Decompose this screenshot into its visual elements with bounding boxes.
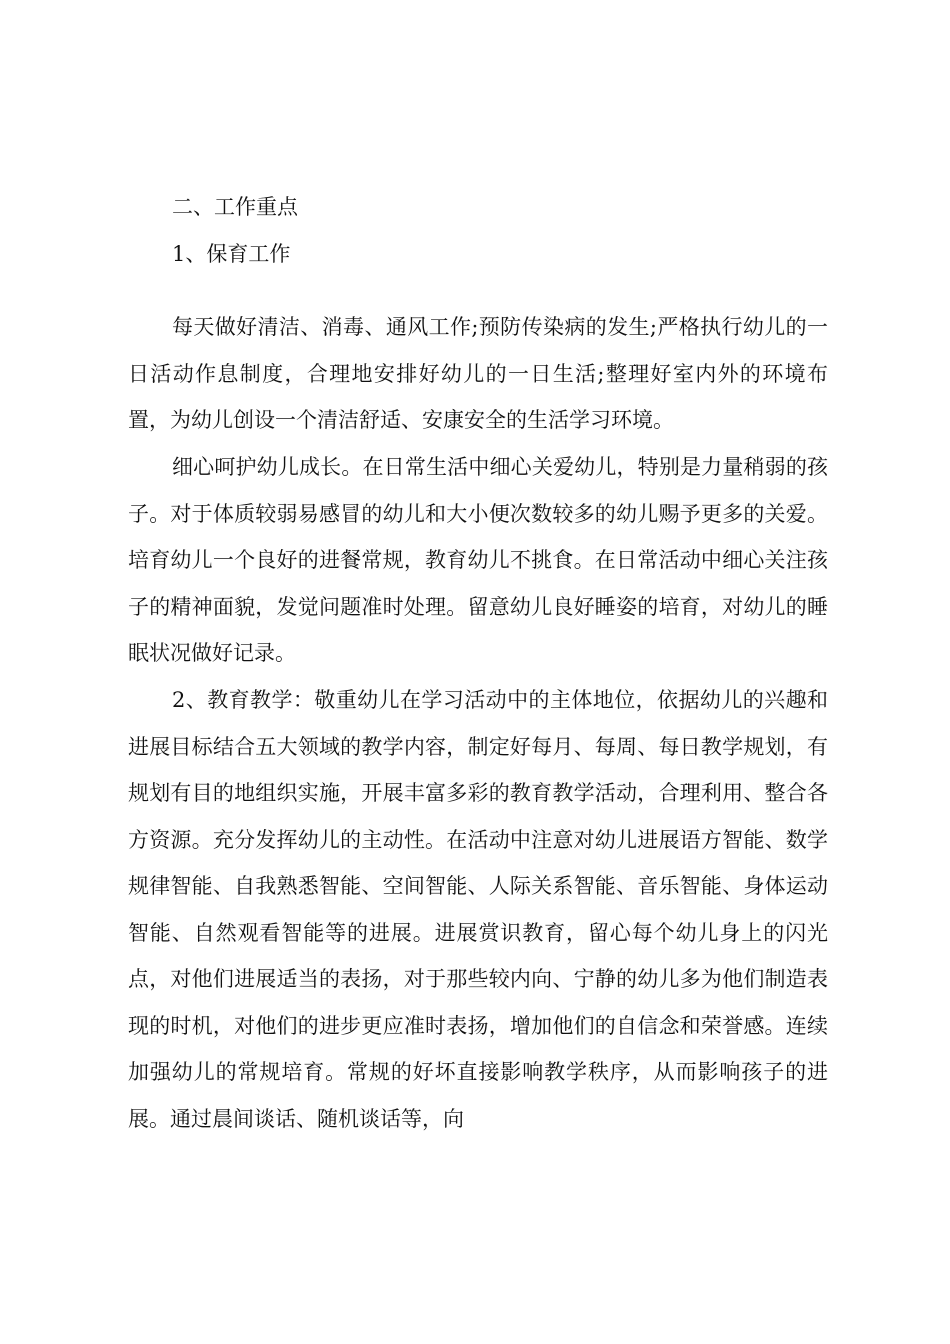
paragraph-hygiene: 每天做好清洁、消毒、通风工作;预防传染病的发生;严格执行幼儿的一日活动作息制度，合理地安排好幼儿的一日生活;整理好室内外的环境布置，为幼儿创设一个清洁舒适、安康安全的生活学习环境。 [128, 315, 828, 432]
section-heading: 二、工作重点 [172, 195, 298, 219]
paragraph-care: 细心呵护幼儿成长。在日常生活中细心关爱幼儿，特别是力量稍弱的孩子。对于体质较弱易感冒的幼儿和大小便次数较多的幼儿赐予更多的关爱。培育幼儿一个良好的进餐常规，教育幼儿不挑食。在日常活动中细心关注孩子的精神面貌，发觉问题准时处理。留意幼儿良好睡姿的培育，对幼儿的睡眠状况做好记录。 [128, 455, 828, 665]
paragraph-teaching: 2、教育教学：敬重幼儿在学习活动中的主体地位，依据幼儿的兴趣和进展目标结合五大领域的教学内容，制定好每月、每周、每日教学规划，有规划有目的地组织实施，开展丰富多彩的教育教学活动，合理利用、整合各方资源。充分发挥幼儿的主动性。在活动中注意对幼儿进展语方智能、数学规律智能、自我熟悉智能、空间智能、人际关系智能、音乐智能、身体运动智能、自然观看智能等的进展。进展赏识教育，留心每个幼儿身上的闪光点，对他们进展适当的表扬，对于那些较内向、宁静的幼儿多为他们制造表现的时机，对他们的进步更应准时表扬，增加他们的自信念和荣誉感。连续加强幼儿的常规培育。常规的好坏直接影响教学秩序，从而影响孩子的进展。通过晨间谈话、随机谈话等，向 [128, 688, 828, 1131]
subsection-heading: 1、保育工作 [172, 242, 291, 266]
